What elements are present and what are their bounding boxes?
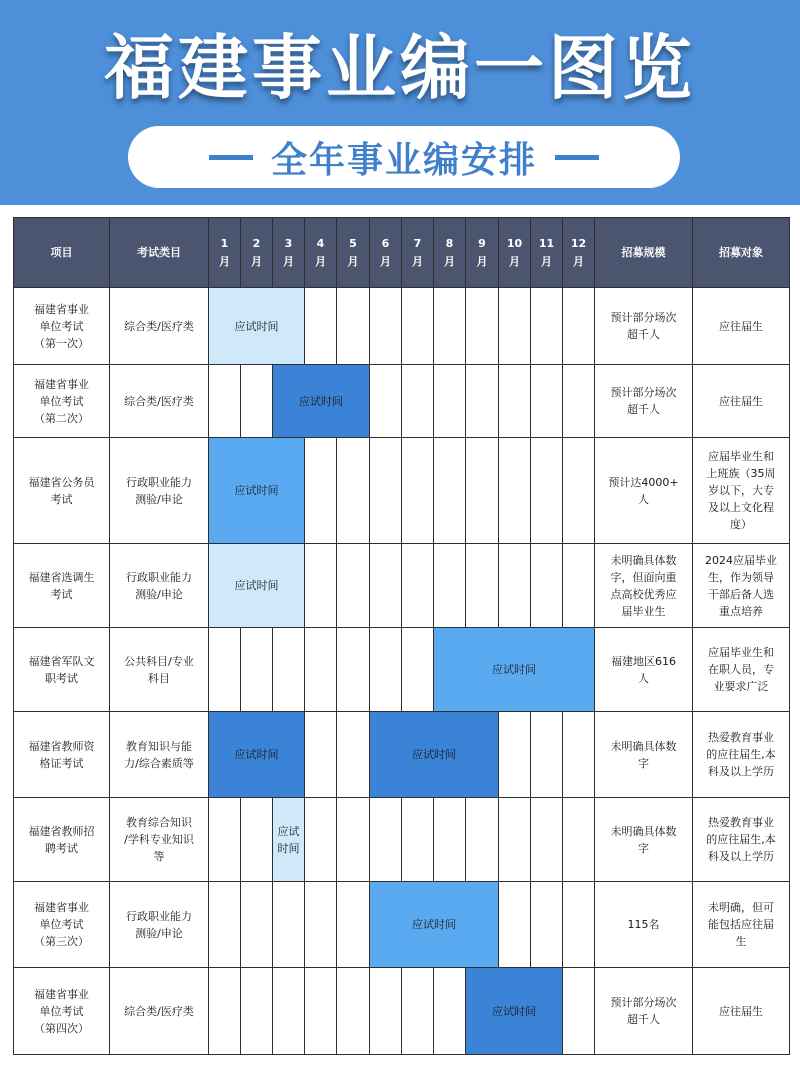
month-cell-8: [434, 365, 466, 438]
left-dash-divider: [209, 155, 253, 160]
month-cell-6: [370, 628, 402, 712]
month-cell-11: [531, 288, 563, 365]
row-project-name: 福建省事业 单位考试 （第一次）: [14, 288, 110, 365]
month-cell-7: [402, 288, 434, 365]
exam-period-bar: 应试时间: [209, 712, 305, 798]
header-month-11: 11 月: [531, 218, 563, 288]
month-cell-7: [402, 438, 434, 544]
month-cell-8: [434, 544, 466, 628]
month-cell-3: [273, 882, 305, 968]
month-cell-10: [499, 544, 531, 628]
row-project-name: 福建省事业 单位考试 （第二次）: [14, 365, 110, 438]
exam-period-bar: 应试时间: [370, 882, 499, 968]
month-cell-12: [563, 365, 595, 438]
header-month-9: 9 月: [466, 218, 499, 288]
header-month-12: 12 月: [563, 218, 595, 288]
month-cell-5: [337, 882, 370, 968]
month-cell-2: [241, 882, 273, 968]
table-body: [14, 288, 790, 1055]
month-cell-6: [370, 365, 402, 438]
row-project-name: 福建省教师招 聘考试: [14, 798, 110, 882]
month-cell-7: [402, 544, 434, 628]
month-cell-6: [370, 438, 402, 544]
header-month-10: 10 月: [499, 218, 531, 288]
header-month-3: 3 月: [273, 218, 305, 288]
row-exam-category: 行政职业能力 测验/申论: [110, 544, 209, 628]
schedule-table: [13, 217, 790, 1055]
month-cell-12: [563, 712, 595, 798]
month-cell-12: [563, 544, 595, 628]
month-cell-7: [402, 365, 434, 438]
header-banner: [0, 0, 800, 205]
month-cell-5: [337, 288, 370, 365]
month-cell-11: [531, 712, 563, 798]
header-scale: 招募规模: [595, 218, 693, 288]
month-cell-11: [531, 365, 563, 438]
month-cell-6: [370, 968, 402, 1055]
month-cell-7: [402, 968, 434, 1055]
row-project-name: 福建省军队文 职考试: [14, 628, 110, 712]
row-recruit-scale: 预计部分场次 超千人: [595, 365, 693, 438]
month-cell-2: [241, 798, 273, 882]
exam-period-bar: 应试时间: [370, 712, 499, 798]
table-row: [14, 712, 790, 798]
month-cell-5: [337, 712, 370, 798]
row-recruit-scale: 预计达4000+ 人: [595, 438, 693, 544]
exam-period-bar: 应试时间: [273, 365, 370, 438]
month-cell-9: [466, 798, 499, 882]
table-row: [14, 882, 790, 968]
row-exam-category: 综合类/医疗类: [110, 365, 209, 438]
table-row: [14, 288, 790, 365]
month-cell-10: [499, 365, 531, 438]
month-cell-2: [241, 365, 273, 438]
month-cell-3: [273, 628, 305, 712]
row-recruit-target: 热爱教育事业 的应往届生,本 科及以上学历: [693, 798, 790, 882]
table-row: [14, 798, 790, 882]
row-exam-category: 行政职业能力 测验/申论: [110, 882, 209, 968]
row-recruit-scale: 未明确具体数 字，但面向重 点高校优秀应 届毕业生: [595, 544, 693, 628]
month-cell-5: [337, 628, 370, 712]
month-cell-9: [466, 288, 499, 365]
row-recruit-target: 应往届生: [693, 288, 790, 365]
row-recruit-target: 2024应届毕业 生，作为领导 干部后备人选 重点培养: [693, 544, 790, 628]
header-month-2: 2 月: [241, 218, 273, 288]
month-cell-11: [531, 438, 563, 544]
exam-period-bar: 应试时间: [466, 968, 563, 1055]
row-project-name: 福建省教师资 格证考试: [14, 712, 110, 798]
table-row: [14, 544, 790, 628]
month-cell-6: [370, 798, 402, 882]
header-month-4: 4 月: [305, 218, 337, 288]
month-cell-6: [370, 288, 402, 365]
exam-period-bar: 应试时间: [209, 544, 305, 628]
exam-period-bar: 应试时间: [273, 798, 305, 882]
month-cell-12: [563, 882, 595, 968]
month-cell-4: [305, 628, 337, 712]
month-cell-11: [531, 798, 563, 882]
row-project-name: 福建省事业 单位考试 （第三次）: [14, 882, 110, 968]
month-cell-1: [209, 968, 241, 1055]
header-category: 考试类目: [110, 218, 209, 288]
month-cell-1: [209, 882, 241, 968]
header-month-6: 6 月: [370, 218, 402, 288]
month-cell-10: [499, 712, 531, 798]
month-cell-6: [370, 544, 402, 628]
subtitle-text: 全年事业编安排: [270, 139, 537, 181]
month-cell-4: [305, 288, 337, 365]
row-recruit-scale: 预计部分场次 超千人: [595, 288, 693, 365]
month-cell-8: [434, 288, 466, 365]
row-recruit-scale: 预计部分场次 超千人: [595, 968, 693, 1055]
subtitle-pill: [128, 126, 680, 188]
row-exam-category: 综合类/医疗类: [110, 968, 209, 1055]
month-cell-1: [209, 365, 241, 438]
header-month-5: 5 月: [337, 218, 370, 288]
month-cell-12: [563, 438, 595, 544]
row-recruit-target: 应往届生: [693, 365, 790, 438]
row-project-name: 福建省公务员 考试: [14, 438, 110, 544]
row-exam-category: 教育综合知识 /学科专业知识 等: [110, 798, 209, 882]
month-cell-10: [499, 798, 531, 882]
row-exam-category: 综合类/医疗类: [110, 288, 209, 365]
month-cell-10: [499, 882, 531, 968]
row-recruit-target: 应往届生: [693, 968, 790, 1055]
month-cell-5: [337, 968, 370, 1055]
right-dash-divider: [555, 155, 599, 160]
header-target: 招募对象: [693, 218, 790, 288]
month-cell-4: [305, 438, 337, 544]
row-recruit-target: 应届毕业生和 上班族（35周 岁以下，大专 及以上文化程 度）: [693, 438, 790, 544]
month-cell-12: [563, 968, 595, 1055]
month-cell-10: [499, 288, 531, 365]
header-month-1: 1 月: [209, 218, 241, 288]
row-exam-category: 教育知识与能 力/综合素质等: [110, 712, 209, 798]
month-cell-12: [563, 288, 595, 365]
exam-period-bar: 应试时间: [209, 288, 305, 365]
row-recruit-scale: 未明确具体数 字: [595, 798, 693, 882]
month-cell-3: [273, 968, 305, 1055]
month-cell-5: [337, 544, 370, 628]
month-cell-11: [531, 882, 563, 968]
exam-period-bar: 应试时间: [434, 628, 595, 712]
month-cell-8: [434, 438, 466, 544]
row-recruit-target: 热爱教育事业 的应往届生,本 科及以上学历: [693, 712, 790, 798]
header-month-8: 8 月: [434, 218, 466, 288]
table-row: [14, 365, 790, 438]
header-month-7: 7 月: [402, 218, 434, 288]
month-cell-4: [305, 882, 337, 968]
page-title: 福建事业编一图览: [104, 27, 696, 109]
month-cell-7: [402, 798, 434, 882]
month-cell-9: [466, 365, 499, 438]
month-cell-9: [466, 544, 499, 628]
month-cell-10: [499, 438, 531, 544]
month-cell-4: [305, 968, 337, 1055]
month-cell-1: [209, 798, 241, 882]
month-cell-1: [209, 628, 241, 712]
month-cell-8: [434, 968, 466, 1055]
row-recruit-target: 应届毕业生和 在职人员，专 业要求广泛: [693, 628, 790, 712]
row-exam-category: 行政职业能力 测验/申论: [110, 438, 209, 544]
table-row: [14, 628, 790, 712]
row-recruit-scale: 未明确具体数 字: [595, 712, 693, 798]
month-cell-4: [305, 544, 337, 628]
month-cell-2: [241, 968, 273, 1055]
header-project: 项目: [14, 218, 110, 288]
month-cell-12: [563, 798, 595, 882]
table-row: [14, 968, 790, 1055]
row-project-name: 福建省事业 单位考试 （第四次）: [14, 968, 110, 1055]
month-cell-4: [305, 712, 337, 798]
month-cell-4: [305, 798, 337, 882]
row-recruit-target: 未明确，但可 能包括应往届 生: [693, 882, 790, 968]
row-recruit-scale: 115名: [595, 882, 693, 968]
month-cell-5: [337, 438, 370, 544]
month-cell-9: [466, 438, 499, 544]
month-cell-2: [241, 628, 273, 712]
month-cell-11: [531, 544, 563, 628]
exam-period-bar: 应试时间: [209, 438, 305, 544]
table-header-row: [14, 218, 790, 288]
month-cell-7: [402, 628, 434, 712]
row-exam-category: 公共科目/专业 科目: [110, 628, 209, 712]
row-recruit-scale: 福建地区616 人: [595, 628, 693, 712]
month-cell-8: [434, 798, 466, 882]
month-cell-5: [337, 798, 370, 882]
table-row: [14, 438, 790, 544]
row-project-name: 福建省选调生 考试: [14, 544, 110, 628]
